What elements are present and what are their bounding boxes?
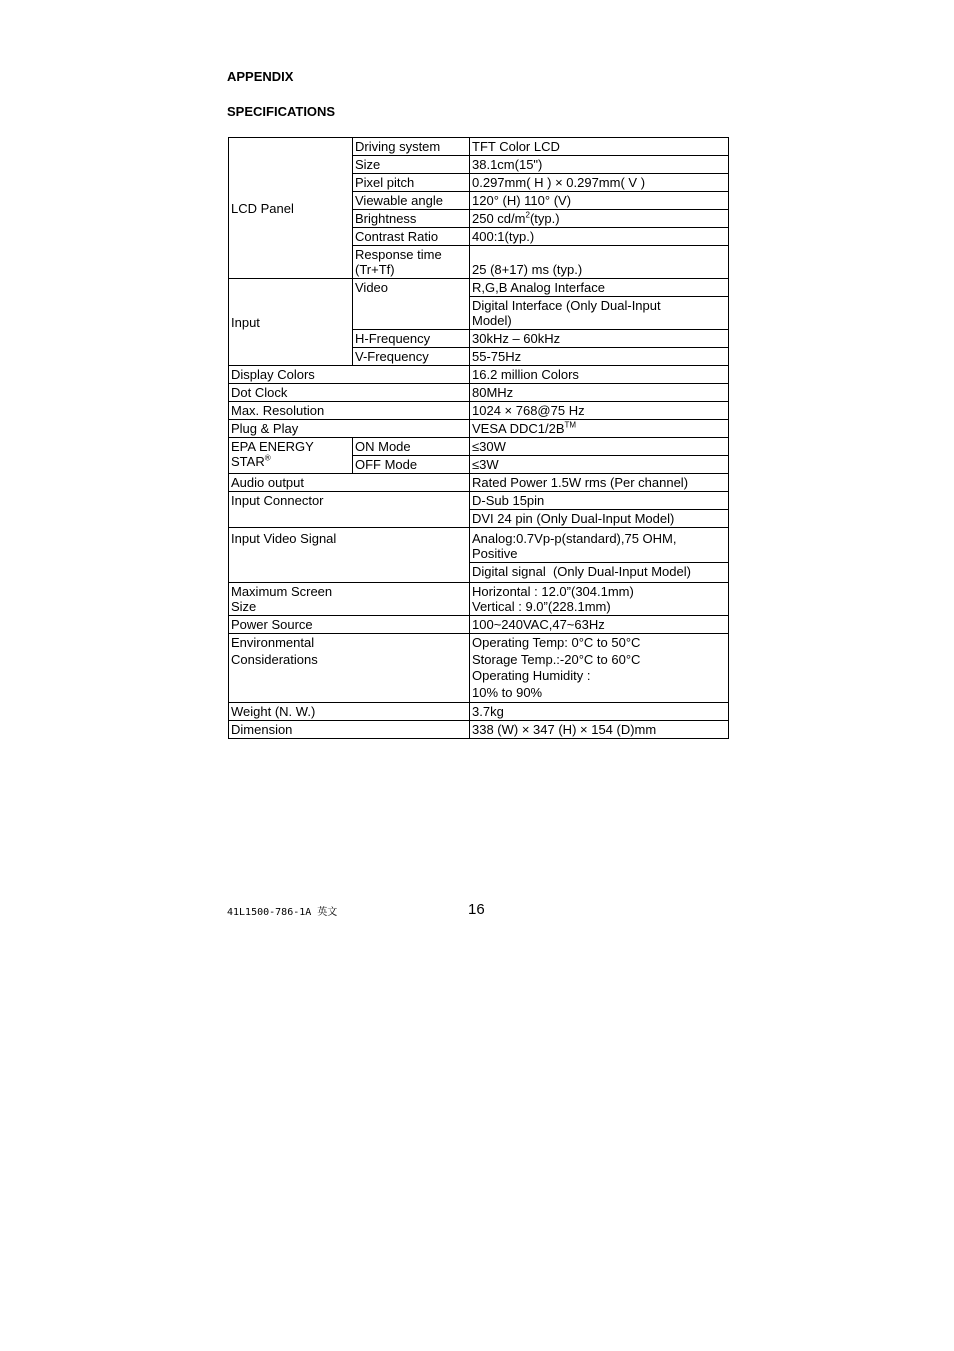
max-screen-horizontal: Horizontal : 12.0”(304.1mm) [472,584,634,599]
input-connector-label: Input Connector [229,492,470,528]
table-row [229,492,729,510]
operating-humidity-range: 10% to 90% [472,684,543,700]
table-row [229,616,729,634]
table-row [229,420,729,438]
video-digital-note-line2: Model) [472,313,512,328]
dimension-label: Dimension [229,721,470,739]
table-row [229,279,729,297]
video-digital-note: (Only Dual-Input [565,298,661,313]
operating-humidity-label: Operating Humidity : [472,668,591,683]
table-row [229,634,729,703]
v-frequency-label: V-Frequency [353,348,470,366]
response-time-label [353,246,470,279]
table-row [229,438,729,456]
h-frequency-value: 30kHz – 60kHz [470,330,729,348]
input-connector-dvi [470,510,729,528]
table-row [229,402,729,420]
off-mode-label: OFF Mode [353,456,470,474]
dimension-value: 338 (W) × 347 (H) × 154 (D)mm [470,721,729,739]
epa-label-line2: STAR [231,454,265,469]
audio-output-value: Rated Power 1.5W rms (Per channel) [470,474,729,492]
max-resolution-label: Max. Resolution [229,402,470,420]
driving-system-label: Driving system [353,138,470,156]
storage-temp: Storage Temp.:-20°C to 60°C [472,651,641,667]
contrast-ratio-value: 400:1(typ.) [470,228,729,246]
dot-clock-label: Dot Clock [229,384,470,402]
environmental-label [229,634,470,703]
table-row [229,474,729,492]
operating-temp: Operating Temp: 0°C to 50°C [472,635,641,650]
response-time-label-line1: Response time [355,247,442,262]
table-row [229,583,729,616]
size-value: 38.1cm(15") [470,156,729,174]
epa-label-line1: EPA ENERGY [231,439,314,454]
table-row [229,138,729,156]
on-mode-label: ON Mode [353,438,470,456]
table-row [229,528,729,563]
digital-signal-text: Digital signal [472,564,546,579]
ivs-analog-line1: Analog:0.7Vp-p(standard),75 OHM, [472,531,677,546]
max-resolution-value: 1024 × 768@75 Hz [470,402,729,420]
max-screen-label-line1: Maximum Screen [231,584,333,599]
env-label-line2: Considerations [231,651,318,667]
video-digital-interface: Digital Interface [472,298,563,313]
table-row [229,721,729,739]
env-label-line1: Environmental [231,635,315,650]
max-screen-size-value [470,583,729,616]
epa-energy-star-label [229,438,353,474]
plug-play-value [470,420,729,438]
contrast-ratio-label: Contrast Ratio [353,228,470,246]
response-time-value: 25 (8+17) ms (typ.) [470,246,729,279]
size-label: Size [353,156,470,174]
viewable-angle-value: 120° (H) 110° (V) [470,192,729,210]
v-frequency-value: 55-75Hz [470,348,729,366]
input-video-signal-digital [470,563,729,583]
specifications-table [228,137,729,739]
dot-clock-value: 80MHz [470,384,729,402]
ivs-analog-line2: Positive [472,546,518,561]
brightness-label: Brightness [353,210,470,228]
power-source-label: Power Source [229,616,470,634]
max-screen-vertical: Vertical : 9.0”(228.1mm) [472,599,611,614]
plug-play-label: Plug & Play [229,420,470,438]
video-digital-value [470,297,729,330]
on-mode-value: ≤30W [470,438,729,456]
lcd-panel-label: LCD Panel [229,138,353,279]
document-code: 41L1500-786-1A 英文 [227,907,338,918]
appendix-heading: APPENDIX [227,69,294,84]
table-row [229,384,729,402]
input-video-signal-label: Input Video Signal [229,528,470,583]
dvi-pin-text: DVI 24 pin [472,511,533,526]
weight-value: 3.7kg [470,703,729,721]
video-analog-value: R,G,B Analog Interface [470,279,729,297]
plug-play-value-main: VESA DDC1/2B [472,421,565,436]
display-colors-label: Display Colors [229,366,470,384]
weight-label: Weight (N. W.) [229,703,470,721]
off-mode-value: ≤3W [470,456,729,474]
power-source-value: 100~240VAC,47~63Hz [470,616,729,634]
video-label: Video [353,279,470,330]
pixel-pitch-label: Pixel pitch [353,174,470,192]
dvi-note: (Only Dual-Input Model) [536,511,675,526]
digital-signal-note: (Only Dual-Input Model) [552,564,691,579]
table-row [229,703,729,721]
driving-system-value: TFT Color LCD [470,138,729,156]
response-time-label-line2: (Tr+Tf) [355,262,395,277]
specifications-heading: SPECIFICATIONS [227,104,336,119]
display-colors-value: 16.2 million Colors [470,366,729,384]
page-number: 16 [468,901,485,918]
registered-superscript: ® [264,453,271,463]
max-screen-label-line2: Size [231,599,257,614]
audio-output-label: Audio output [229,474,470,492]
max-screen-size-label [229,583,470,616]
trademark-superscript: TM [564,420,577,430]
input-label: Input [229,279,353,366]
environmental-value [470,634,729,703]
brightness-value [470,210,729,228]
table-row [229,366,729,384]
input-video-signal-analog [470,528,729,563]
pixel-pitch-value: 0.297mm( H ) × 0.297mm( V ) [470,174,729,192]
input-connector-dsub: D-Sub 15pin [470,492,729,510]
brightness-superscript: 2 [525,210,530,220]
viewable-angle-label: Viewable angle [353,192,470,210]
h-frequency-label: H-Frequency [353,330,470,348]
brightness-value-suffix: (typ.) [529,211,560,226]
brightness-value-main: 250 cd/m [472,211,526,226]
